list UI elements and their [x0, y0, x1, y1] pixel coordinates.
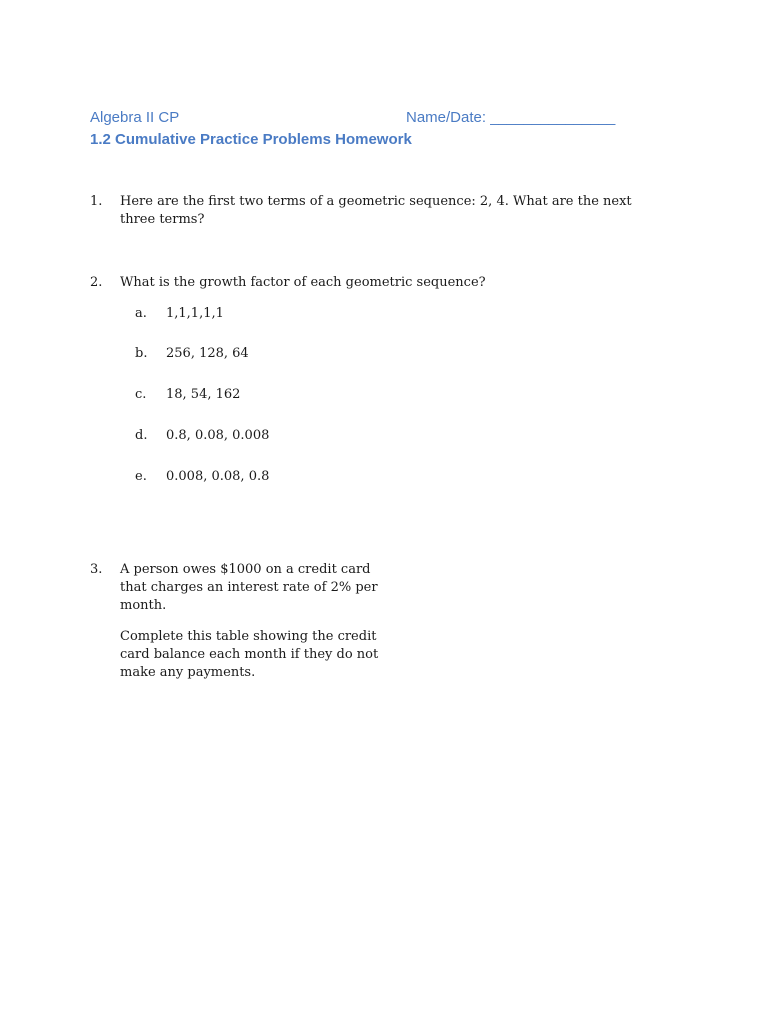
part-sequence: 18, 54, 162	[166, 387, 241, 402]
question-2-part-d	[135, 427, 269, 445]
name-date-field: Name/Date: _______________	[406, 109, 616, 126]
question-3	[90, 561, 380, 682]
part-sequence: 256, 128, 64	[166, 346, 249, 361]
header-row	[90, 107, 690, 129]
question-2-part-e	[135, 468, 269, 486]
part-sequence: 1,1,1,1,1	[166, 306, 224, 321]
part-letter: e.	[135, 469, 147, 484]
question-2-part-b	[135, 345, 249, 363]
question-text: A person owes $1000 on a credit card that charges an interest rate of 2% per month.	[120, 562, 378, 613]
question-1	[90, 193, 650, 229]
question-number: 2.	[90, 275, 103, 290]
question-number: 3.	[90, 562, 103, 577]
question-2-part-c	[135, 386, 240, 404]
part-letter: d.	[135, 428, 148, 443]
assignment-title: 1.2 Cumulative Practice Problems Homework	[90, 131, 412, 148]
part-letter: b.	[135, 346, 148, 361]
part-sequence: 0.008, 0.08, 0.8	[166, 469, 270, 484]
course-title: Algebra II CP	[90, 109, 180, 126]
part-letter: a.	[135, 306, 147, 321]
question-number: 1.	[90, 194, 103, 209]
part-letter: c.	[135, 387, 147, 402]
question-text: What is the growth factor of each geometric sequence?	[120, 275, 486, 290]
question-instruction: Complete this table showing the credit card balance each month if they do not make any payments.	[120, 629, 379, 680]
question-2	[90, 274, 650, 292]
document-header	[90, 107, 690, 151]
part-sequence: 0.8, 0.08, 0.008	[166, 428, 270, 443]
question-2-part-a	[135, 305, 224, 323]
question-text: Here are the first two terms of a geometric sequence: 2, 4. What are the next three terms?	[120, 194, 632, 227]
